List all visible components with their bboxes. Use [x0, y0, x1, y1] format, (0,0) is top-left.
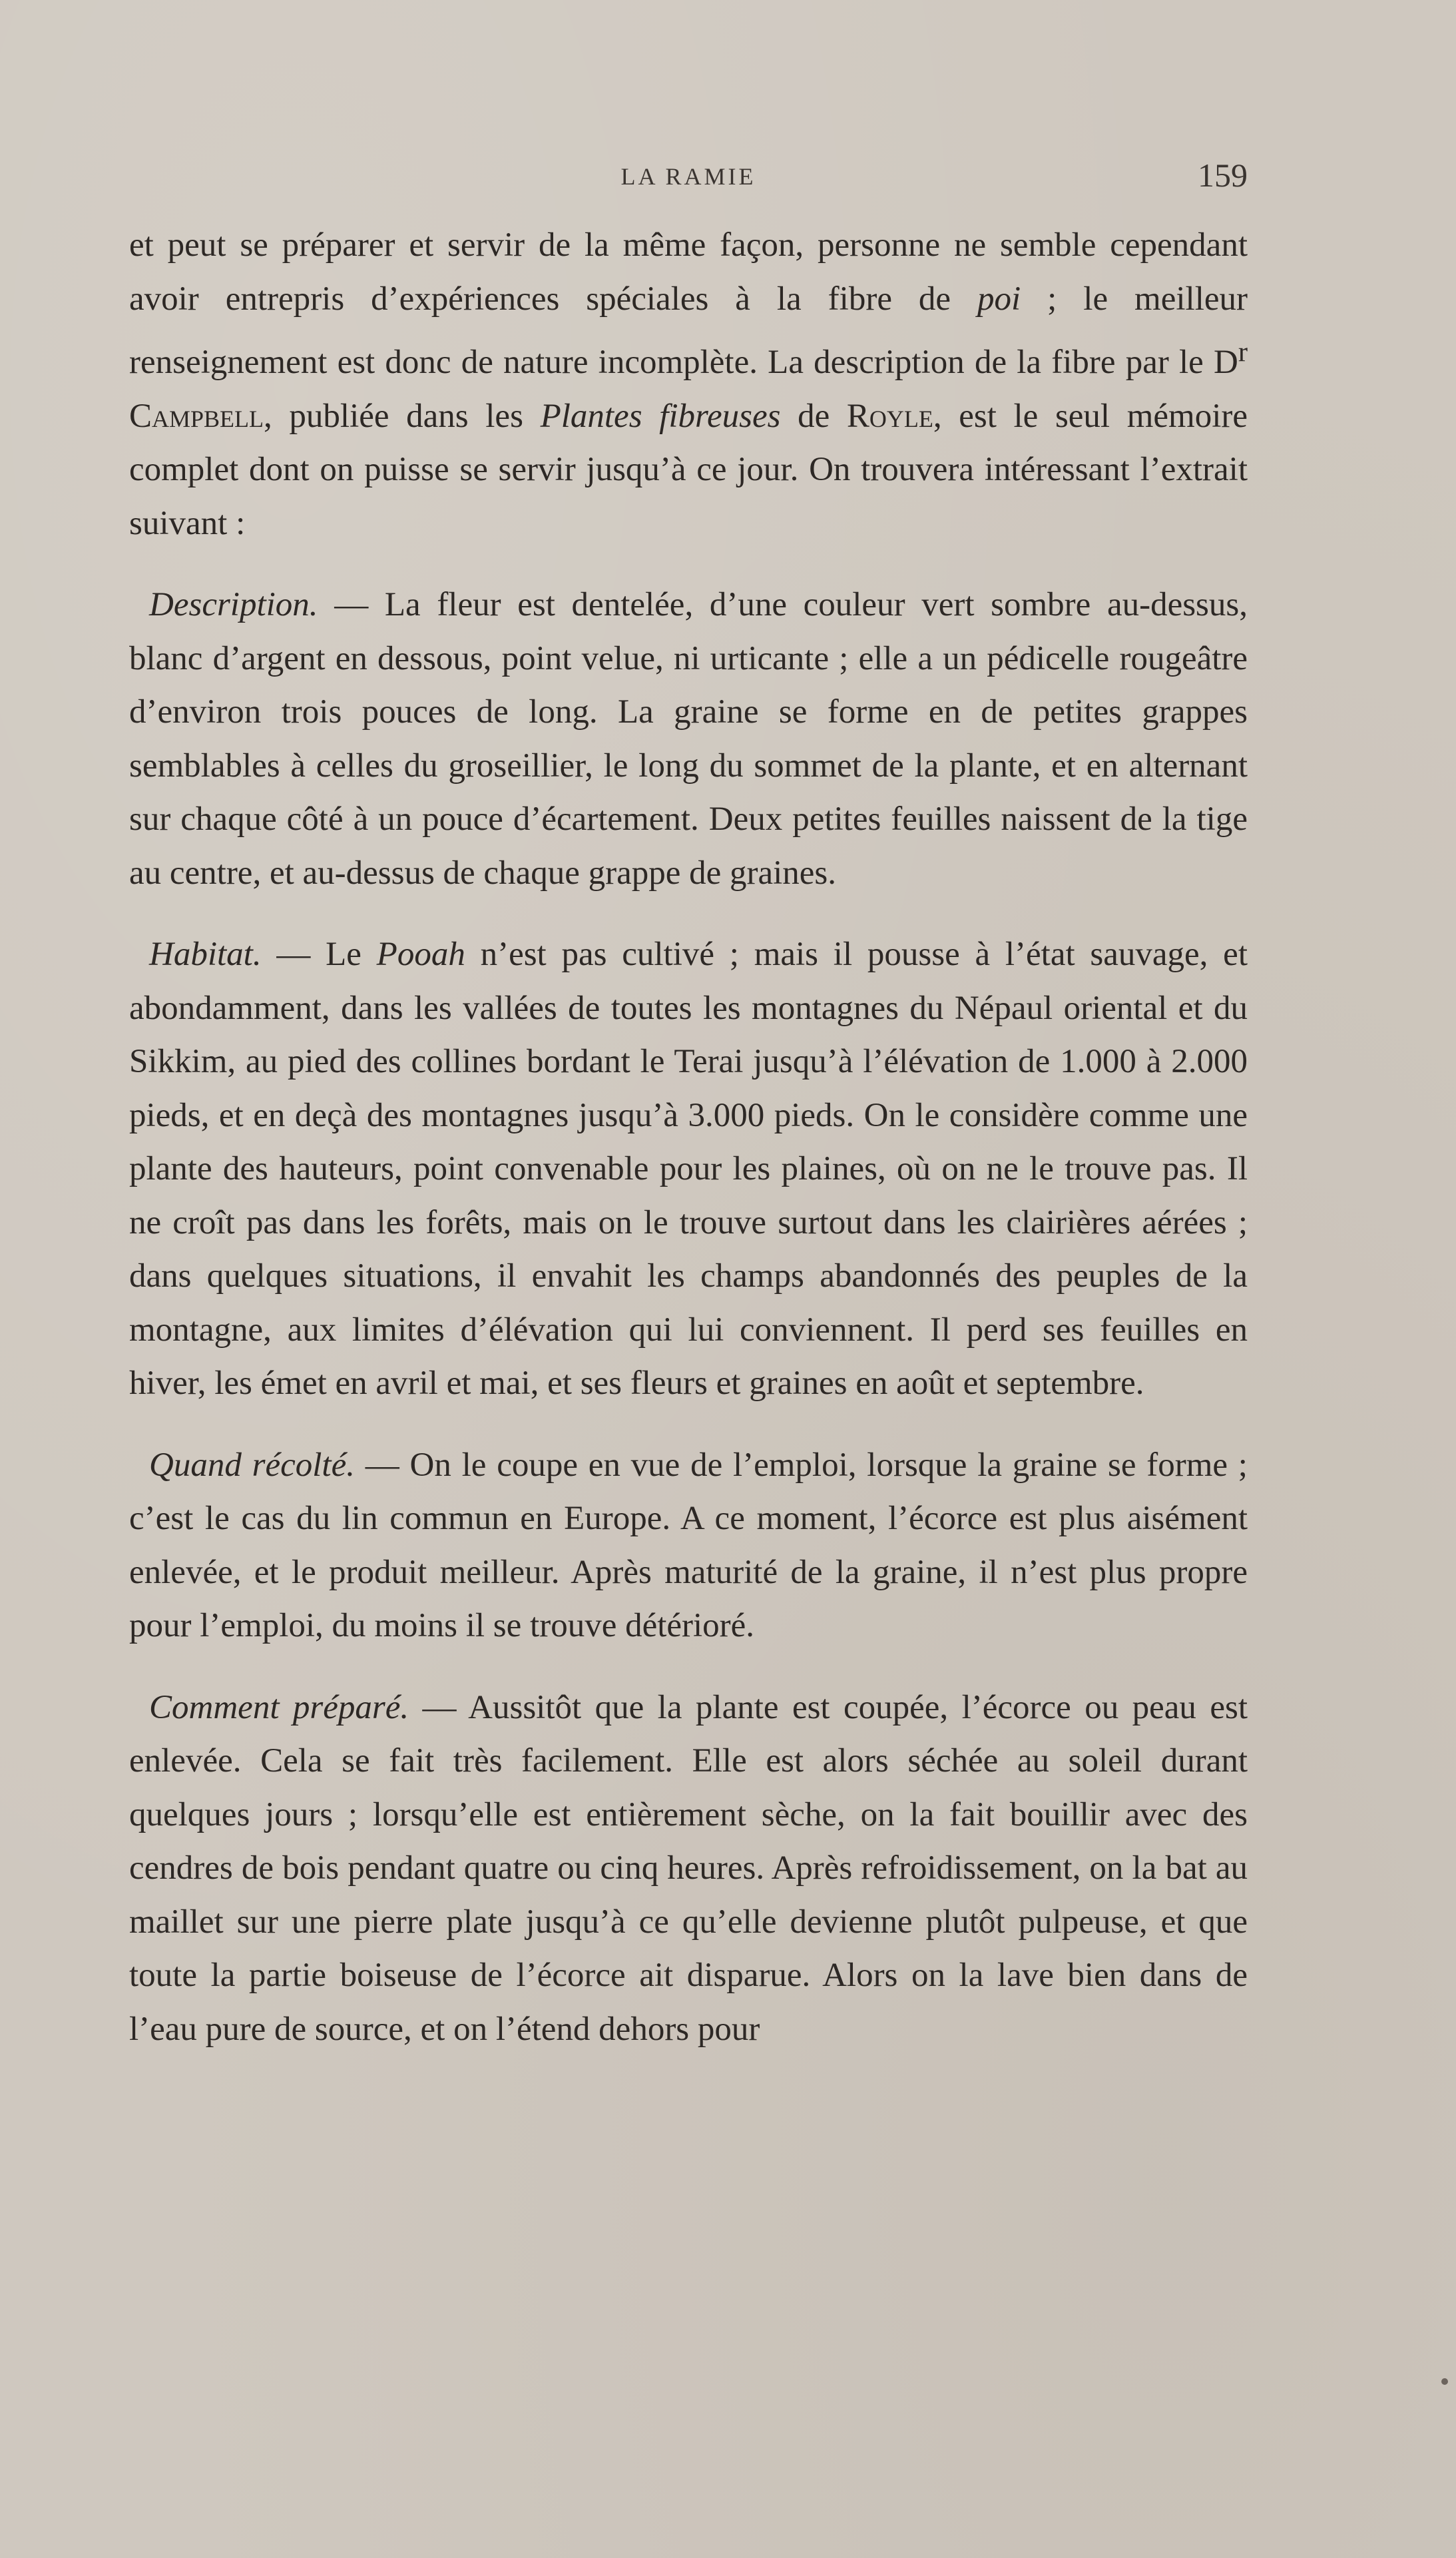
dr-superscript: r	[1238, 336, 1248, 368]
text-run: — Aussitôt que la plante est coupée, l’écorce ou peau est enlevée. Cela se fait très facilement. Elle est alors séchée au soleil durant quelques jours ; lorsqu’elle est entièrement sèche, on la fait bouillir avec des cendres de bois pendant quatre ou cinq heures. Après refroidissement, on la bat au maillet sur une pierre plate jusqu’à ce qu’elle devienne plutôt pulpeuse, et que toute la partie boiseuse de l’écorce ait disparue. Alors on la lave bien dans de l’eau pure de source, et on l’étend dehors pour	[129, 1688, 1248, 2048]
running-head: LA RAMIE	[620, 163, 756, 190]
paragraph-intro	[129, 218, 1248, 550]
term-poi: poi	[977, 280, 1021, 318]
author-royle: Royle	[846, 397, 933, 435]
page-number: 159	[1198, 157, 1248, 194]
text-run: , est le seul mémoire complet dont on puisse se servir jusqu’à ce jour. On trouvera intéressant l’extrait suivant :	[129, 397, 1248, 542]
author-campbell: Campbell	[129, 397, 264, 435]
page-body	[129, 218, 1248, 2084]
section-lead-description: Description.	[149, 586, 318, 623]
section-lead-quand-recolte: Quand récolté.	[149, 1446, 355, 1484]
term-pooah: Pooah	[376, 936, 465, 973]
page-header	[129, 157, 1248, 202]
text-run: n’est pas cultivé ; mais il pousse à l’état sauvage, et abondamment, dans les vallées de toutes les montagnes du Népaul oriental et du Sikkim, au pied des collines bordant le Terai jusqu’à l’élévation de 1.000 à 2.000 pieds, et en deçà des montagnes jusqu’à 3.000 pieds. On le considère comme une plante des hauteurs, point convenable pour les plaines, où on ne le trouve pas. Il ne croît pas dans les forêts, mais on le trouve surtout dans les clairières aérées ; dans quelques situations, il envahit les champs abandonnés des peuples de la montagne, aux limites d’élévation qui lui conviennent. Il perd ses feuilles en hiver, les émet en avril et mai, et ses fleurs et graines en août et septembre.	[129, 936, 1248, 1402]
book-title-plantes-fibreuses: Plantes fibreuses	[540, 397, 781, 435]
text-run: ; le meilleur renseignement est donc de nature incomplète. La description de la fibre par le D	[129, 280, 1248, 381]
text-run: , publiée dans les	[264, 397, 541, 435]
paragraph-comment-prepare	[129, 1681, 1248, 2057]
text-run: — La fleur est dentelée, d’une couleur vert sombre au-dessus, blanc d’argent en dessous, point velue, ni urticante ; elle a un pédicelle rougeâtre d’environ trois pouces de long. La graine se forme en de petites grappes semblables à celles du groseillier, le long du sommet de la plante, et en alternant sur chaque côté à un pouce d’écartement. Deux petites feuilles naissent de la tige au centre, et au-dessus de chaque grappe de graines.	[129, 586, 1248, 892]
text-run: de	[780, 397, 847, 435]
margin-speck	[1441, 2378, 1448, 2385]
section-lead-habitat: Habitat.	[149, 936, 262, 973]
section-lead-comment-prepare: Comment préparé.	[149, 1688, 409, 1726]
paragraph-habitat	[129, 928, 1248, 1411]
text-run: — Le	[261, 936, 377, 973]
text-run: et peut se préparer et servir de la même façon, personne ne semble cependant avoir entrepris d’expériences spéciales à la fibre de	[129, 226, 1248, 318]
paragraph-quand-recolte	[129, 1439, 1248, 1653]
paragraph-description	[129, 578, 1248, 900]
text-run: — On le coupe en vue de l’emploi, lorsque la graine se forme ; c’est le cas du lin commun en Europe. A ce moment, l’écorce est plus aisément enlevée, et le produit meilleur. Après maturité de la graine, il n’est plus propre pour l’emploi, du moins il se trouve détérioré.	[129, 1446, 1248, 1644]
